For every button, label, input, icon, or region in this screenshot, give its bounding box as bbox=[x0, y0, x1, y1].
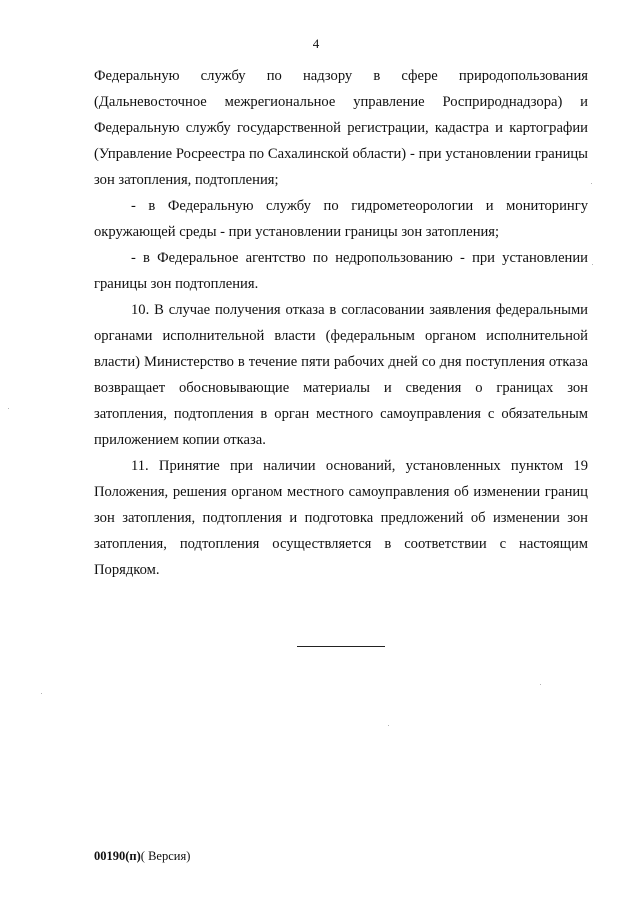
scan-speck bbox=[41, 693, 42, 694]
scan-speck bbox=[8, 408, 9, 409]
scan-speck bbox=[540, 684, 541, 685]
footer-version-label: ( Версия) bbox=[140, 849, 191, 863]
footer-document-number: 00190(п) bbox=[94, 849, 141, 863]
scan-speck bbox=[592, 264, 593, 265]
end-divider-line bbox=[297, 646, 385, 647]
paragraph-authorities-list: Федеральную службу по надзору в сфере природопользования (Дальневосточное межрегиональное управление Росприроднадзора) и Федеральную службу государственной регистрации, кадастра и картографии (Управление Росреестра по Сахалинской области) - при установлении границы зон затопления, подтопления; bbox=[94, 68, 588, 188]
document-body bbox=[94, 63, 588, 583]
paragraph-subsoil-agency: - в Федеральное агентство по недропользованию - при установлении границы зон подтопления. bbox=[94, 250, 588, 292]
paragraph-hydromet: - в Федеральную службу по гидрометеорологии и мониторингу окружающей среды - при установлении границы зон затопления; bbox=[94, 198, 588, 240]
paragraph-item-11: 11. Принятие при наличии оснований, установленных пунктом 19 Положения, решения органом местного самоуправления об изменении границ зон затопления, подтопления и подготовка предложений об изменении зон затопления, подтопления осуществляется в соответствии с настоящим Порядком. bbox=[94, 458, 588, 578]
scan-speck bbox=[591, 183, 592, 184]
paragraph-item-10: 10. В случае получения отказа в согласовании заявления федеральными органами исполнительной власти (федеральным органом исполнительной власти) Министерство в течение пяти рабочих дней со дня поступления отказа возвращает обосновывающие материалы и сведения о границах зон затопления, подтопления в орган местного самоуправления с обязательным приложением копии отказа. bbox=[94, 302, 588, 448]
scan-speck bbox=[388, 725, 389, 726]
document-footer-code bbox=[94, 849, 190, 864]
page-number: 4 bbox=[312, 36, 320, 51]
